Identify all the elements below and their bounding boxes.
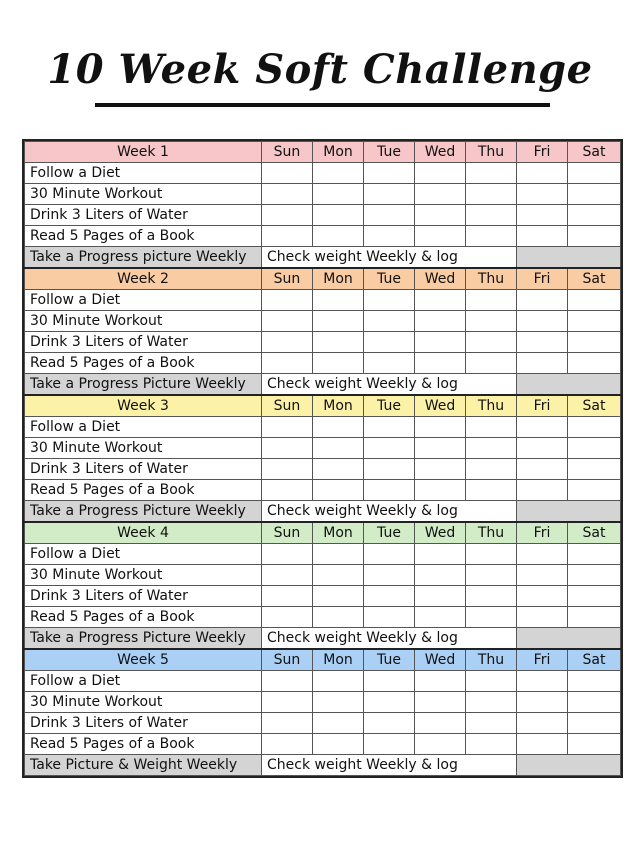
check-cell[interactable]	[466, 290, 517, 311]
check-cell[interactable]	[466, 544, 517, 565]
footer-right-label: Check weight Weekly & log	[262, 628, 517, 650]
check-cell[interactable]	[466, 671, 517, 692]
check-cell[interactable]	[262, 205, 313, 226]
task-label: Drink 3 Liters of Water	[25, 586, 262, 607]
task-row	[25, 184, 621, 205]
check-cell[interactable]	[415, 713, 466, 734]
day-header-mon: Mon	[313, 649, 364, 671]
check-cell[interactable]	[313, 438, 364, 459]
check-cell[interactable]	[466, 311, 517, 332]
check-cell[interactable]	[313, 692, 364, 713]
day-header-thu: Thu	[466, 395, 517, 417]
check-cell[interactable]	[364, 480, 415, 501]
footer-left-label: Take a Progress Picture Weekly	[25, 374, 262, 396]
check-cell[interactable]	[262, 586, 313, 607]
check-cell[interactable]	[415, 607, 466, 628]
check-cell[interactable]	[466, 480, 517, 501]
check-cell[interactable]	[262, 184, 313, 205]
check-cell[interactable]	[313, 353, 364, 374]
day-header-sun: Sun	[262, 142, 313, 163]
day-header-wed: Wed	[415, 142, 466, 163]
check-cell[interactable]	[415, 311, 466, 332]
check-cell[interactable]	[415, 565, 466, 586]
check-cell[interactable]	[517, 353, 568, 374]
week-header-row	[25, 395, 621, 417]
day-header-wed: Wed	[415, 395, 466, 417]
day-header-sat: Sat	[568, 649, 621, 671]
check-cell[interactable]	[262, 734, 313, 755]
week-label: Week 1	[25, 142, 262, 163]
check-cell[interactable]	[517, 459, 568, 480]
check-cell[interactable]	[517, 226, 568, 247]
check-cell[interactable]	[364, 692, 415, 713]
task-label: Read 5 Pages of a Book	[25, 226, 262, 247]
task-label: Drink 3 Liters of Water	[25, 713, 262, 734]
week-footer-row	[25, 374, 621, 396]
check-cell[interactable]	[364, 713, 415, 734]
check-cell[interactable]	[364, 459, 415, 480]
check-cell[interactable]	[364, 565, 415, 586]
check-cell[interactable]	[262, 607, 313, 628]
week-header-row	[25, 522, 621, 544]
footer-fill-cell	[517, 247, 621, 269]
check-cell[interactable]	[415, 480, 466, 501]
day-header-sun: Sun	[262, 268, 313, 290]
footer-left-label: Take a Progress picture Weekly	[25, 247, 262, 269]
task-label: 30 Minute Workout	[25, 184, 262, 205]
check-cell[interactable]	[568, 332, 621, 353]
task-label: Follow a Diet	[25, 544, 262, 565]
check-cell[interactable]	[466, 163, 517, 184]
check-cell[interactable]	[517, 586, 568, 607]
day-header-mon: Mon	[313, 395, 364, 417]
check-cell[interactable]	[568, 311, 621, 332]
check-cell[interactable]	[262, 692, 313, 713]
task-label: Read 5 Pages of a Book	[25, 480, 262, 501]
task-label: Follow a Diet	[25, 163, 262, 184]
check-cell[interactable]	[466, 713, 517, 734]
check-cell[interactable]	[262, 353, 313, 374]
task-label: Drink 3 Liters of Water	[25, 332, 262, 353]
check-cell[interactable]	[313, 713, 364, 734]
check-cell[interactable]	[364, 734, 415, 755]
task-label: Read 5 Pages of a Book	[25, 734, 262, 755]
check-cell[interactable]	[262, 713, 313, 734]
check-cell[interactable]	[262, 544, 313, 565]
check-cell[interactable]	[262, 480, 313, 501]
check-cell[interactable]	[568, 607, 621, 628]
footer-left-label: Take a Progress Picture Weekly	[25, 501, 262, 523]
week-footer-row	[25, 755, 621, 776]
check-cell[interactable]	[517, 565, 568, 586]
day-header-wed: Wed	[415, 649, 466, 671]
day-header-fri: Fri	[517, 649, 568, 671]
task-row	[25, 480, 621, 501]
check-cell[interactable]	[466, 565, 517, 586]
task-row	[25, 544, 621, 565]
challenge-tracker-table	[24, 141, 621, 776]
check-cell[interactable]	[517, 205, 568, 226]
check-cell[interactable]	[466, 459, 517, 480]
check-cell[interactable]	[364, 353, 415, 374]
check-cell[interactable]	[313, 226, 364, 247]
footer-right-label: Check weight Weekly & log	[262, 247, 517, 269]
footer-fill-cell	[517, 501, 621, 523]
task-row	[25, 734, 621, 755]
task-row	[25, 290, 621, 311]
day-header-tue: Tue	[364, 649, 415, 671]
task-row	[25, 417, 621, 438]
check-cell[interactable]	[568, 163, 621, 184]
check-cell[interactable]	[517, 311, 568, 332]
day-header-sat: Sat	[568, 142, 621, 163]
footer-fill-cell	[517, 374, 621, 396]
check-cell[interactable]	[466, 353, 517, 374]
check-cell[interactable]	[517, 417, 568, 438]
check-cell[interactable]	[415, 290, 466, 311]
task-label: Follow a Diet	[25, 417, 262, 438]
task-row	[25, 565, 621, 586]
day-header-sun: Sun	[262, 522, 313, 544]
check-cell[interactable]	[466, 692, 517, 713]
week-footer-row	[25, 628, 621, 650]
check-cell[interactable]	[262, 163, 313, 184]
check-cell[interactable]	[415, 226, 466, 247]
task-row	[25, 311, 621, 332]
check-cell[interactable]	[568, 692, 621, 713]
check-cell[interactable]	[415, 438, 466, 459]
day-header-sun: Sun	[262, 395, 313, 417]
check-cell[interactable]	[313, 586, 364, 607]
check-cell[interactable]	[415, 671, 466, 692]
check-cell[interactable]	[568, 734, 621, 755]
check-cell[interactable]	[364, 332, 415, 353]
check-cell[interactable]	[568, 290, 621, 311]
check-cell[interactable]	[262, 290, 313, 311]
check-cell[interactable]	[466, 438, 517, 459]
task-row	[25, 692, 621, 713]
day-header-sat: Sat	[568, 522, 621, 544]
week-label: Week 3	[25, 395, 262, 417]
task-label: Follow a Diet	[25, 671, 262, 692]
check-cell[interactable]	[568, 184, 621, 205]
footer-right-label: Check weight Weekly & log	[262, 374, 517, 396]
task-row	[25, 671, 621, 692]
day-header-fri: Fri	[517, 142, 568, 163]
day-header-tue: Tue	[364, 268, 415, 290]
task-row	[25, 332, 621, 353]
check-cell[interactable]	[415, 586, 466, 607]
check-cell[interactable]	[466, 417, 517, 438]
check-cell[interactable]	[313, 565, 364, 586]
check-cell[interactable]	[517, 544, 568, 565]
day-header-thu: Thu	[466, 649, 517, 671]
day-header-tue: Tue	[364, 522, 415, 544]
day-header-fri: Fri	[517, 395, 568, 417]
day-header-thu: Thu	[466, 142, 517, 163]
week-header-row	[25, 142, 621, 163]
check-cell[interactable]	[364, 438, 415, 459]
check-cell[interactable]	[313, 417, 364, 438]
day-header-tue: Tue	[364, 142, 415, 163]
footer-fill-cell	[517, 755, 621, 776]
check-cell[interactable]	[364, 586, 415, 607]
check-cell[interactable]	[517, 438, 568, 459]
page-title: 10 Week Soft Challenge	[47, 46, 593, 93]
check-cell[interactable]	[415, 205, 466, 226]
week-header-row	[25, 268, 621, 290]
day-header-wed: Wed	[415, 522, 466, 544]
task-label: Drink 3 Liters of Water	[25, 205, 262, 226]
check-cell[interactable]	[466, 332, 517, 353]
check-cell[interactable]	[517, 163, 568, 184]
check-cell[interactable]	[313, 184, 364, 205]
check-cell[interactable]	[415, 459, 466, 480]
check-cell[interactable]	[262, 417, 313, 438]
day-header-tue: Tue	[364, 395, 415, 417]
check-cell[interactable]	[466, 607, 517, 628]
day-header-mon: Mon	[313, 522, 364, 544]
check-cell[interactable]	[364, 544, 415, 565]
task-row	[25, 163, 621, 184]
week-label: Week 5	[25, 649, 262, 671]
check-cell[interactable]	[466, 586, 517, 607]
task-row	[25, 205, 621, 226]
check-cell[interactable]	[313, 671, 364, 692]
check-cell[interactable]	[415, 734, 466, 755]
day-header-thu: Thu	[466, 268, 517, 290]
check-cell[interactable]	[364, 205, 415, 226]
check-cell[interactable]	[313, 163, 364, 184]
check-cell[interactable]	[262, 332, 313, 353]
task-label: Read 5 Pages of a Book	[25, 607, 262, 628]
day-header-sat: Sat	[568, 395, 621, 417]
check-cell[interactable]	[517, 671, 568, 692]
footer-fill-cell	[517, 628, 621, 650]
check-cell[interactable]	[568, 353, 621, 374]
task-row	[25, 586, 621, 607]
check-cell[interactable]	[517, 290, 568, 311]
check-cell[interactable]	[415, 184, 466, 205]
week-label: Week 2	[25, 268, 262, 290]
task-label: Follow a Diet	[25, 290, 262, 311]
check-cell[interactable]	[466, 205, 517, 226]
check-cell[interactable]	[313, 734, 364, 755]
check-cell[interactable]	[568, 417, 621, 438]
day-header-mon: Mon	[313, 142, 364, 163]
day-header-sat: Sat	[568, 268, 621, 290]
week-header-row	[25, 649, 621, 671]
task-label: Read 5 Pages of a Book	[25, 353, 262, 374]
task-row	[25, 607, 621, 628]
day-header-fri: Fri	[517, 268, 568, 290]
check-cell[interactable]	[313, 544, 364, 565]
day-header-thu: Thu	[466, 522, 517, 544]
check-cell[interactable]	[517, 713, 568, 734]
day-header-mon: Mon	[313, 268, 364, 290]
check-cell[interactable]	[313, 205, 364, 226]
check-cell[interactable]	[415, 692, 466, 713]
day-header-sun: Sun	[262, 649, 313, 671]
footer-left-label: Take Picture & Weight Weekly	[25, 755, 262, 776]
check-cell[interactable]	[568, 671, 621, 692]
check-cell[interactable]	[466, 184, 517, 205]
task-row	[25, 438, 621, 459]
check-cell[interactable]	[568, 565, 621, 586]
footer-right-label: Check weight Weekly & log	[262, 755, 517, 776]
check-cell[interactable]	[313, 332, 364, 353]
check-cell[interactable]	[415, 353, 466, 374]
check-cell[interactable]	[364, 607, 415, 628]
task-row	[25, 353, 621, 374]
check-cell[interactable]	[262, 311, 313, 332]
check-cell[interactable]	[364, 290, 415, 311]
task-label: 30 Minute Workout	[25, 565, 262, 586]
check-cell[interactable]	[364, 226, 415, 247]
task-label: 30 Minute Workout	[25, 438, 262, 459]
check-cell[interactable]	[313, 459, 364, 480]
check-cell[interactable]	[568, 438, 621, 459]
check-cell[interactable]	[568, 713, 621, 734]
task-row	[25, 713, 621, 734]
task-label: Drink 3 Liters of Water	[25, 459, 262, 480]
day-header-wed: Wed	[415, 268, 466, 290]
check-cell[interactable]	[313, 311, 364, 332]
task-label: 30 Minute Workout	[25, 311, 262, 332]
task-label: 30 Minute Workout	[25, 692, 262, 713]
check-cell[interactable]	[517, 734, 568, 755]
check-cell[interactable]	[364, 163, 415, 184]
check-cell[interactable]	[313, 290, 364, 311]
check-cell[interactable]	[262, 226, 313, 247]
check-cell[interactable]	[262, 671, 313, 692]
check-cell[interactable]	[262, 438, 313, 459]
check-cell[interactable]	[313, 607, 364, 628]
check-cell[interactable]	[415, 163, 466, 184]
check-cell[interactable]	[517, 692, 568, 713]
check-cell[interactable]	[262, 565, 313, 586]
check-cell[interactable]	[364, 311, 415, 332]
footer-right-label: Check weight Weekly & log	[262, 501, 517, 523]
check-cell[interactable]	[415, 332, 466, 353]
check-cell[interactable]	[568, 480, 621, 501]
week-footer-row	[25, 247, 621, 269]
title-underline	[95, 103, 550, 107]
check-cell[interactable]	[568, 544, 621, 565]
week-footer-row	[25, 501, 621, 523]
check-cell[interactable]	[364, 184, 415, 205]
check-cell[interactable]	[568, 205, 621, 226]
check-cell[interactable]	[415, 417, 466, 438]
check-cell[interactable]	[568, 226, 621, 247]
day-header-fri: Fri	[517, 522, 568, 544]
task-row	[25, 459, 621, 480]
check-cell[interactable]	[466, 734, 517, 755]
check-cell[interactable]	[466, 226, 517, 247]
check-cell[interactable]	[262, 459, 313, 480]
footer-left-label: Take a Progress Picture Weekly	[25, 628, 262, 650]
check-cell[interactable]	[517, 332, 568, 353]
check-cell[interactable]	[568, 586, 621, 607]
check-cell[interactable]	[364, 417, 415, 438]
check-cell[interactable]	[517, 607, 568, 628]
week-label: Week 4	[25, 522, 262, 544]
check-cell[interactable]	[364, 671, 415, 692]
check-cell[interactable]	[517, 184, 568, 205]
check-cell[interactable]	[568, 459, 621, 480]
check-cell[interactable]	[517, 480, 568, 501]
check-cell[interactable]	[415, 544, 466, 565]
task-row	[25, 226, 621, 247]
check-cell[interactable]	[313, 480, 364, 501]
